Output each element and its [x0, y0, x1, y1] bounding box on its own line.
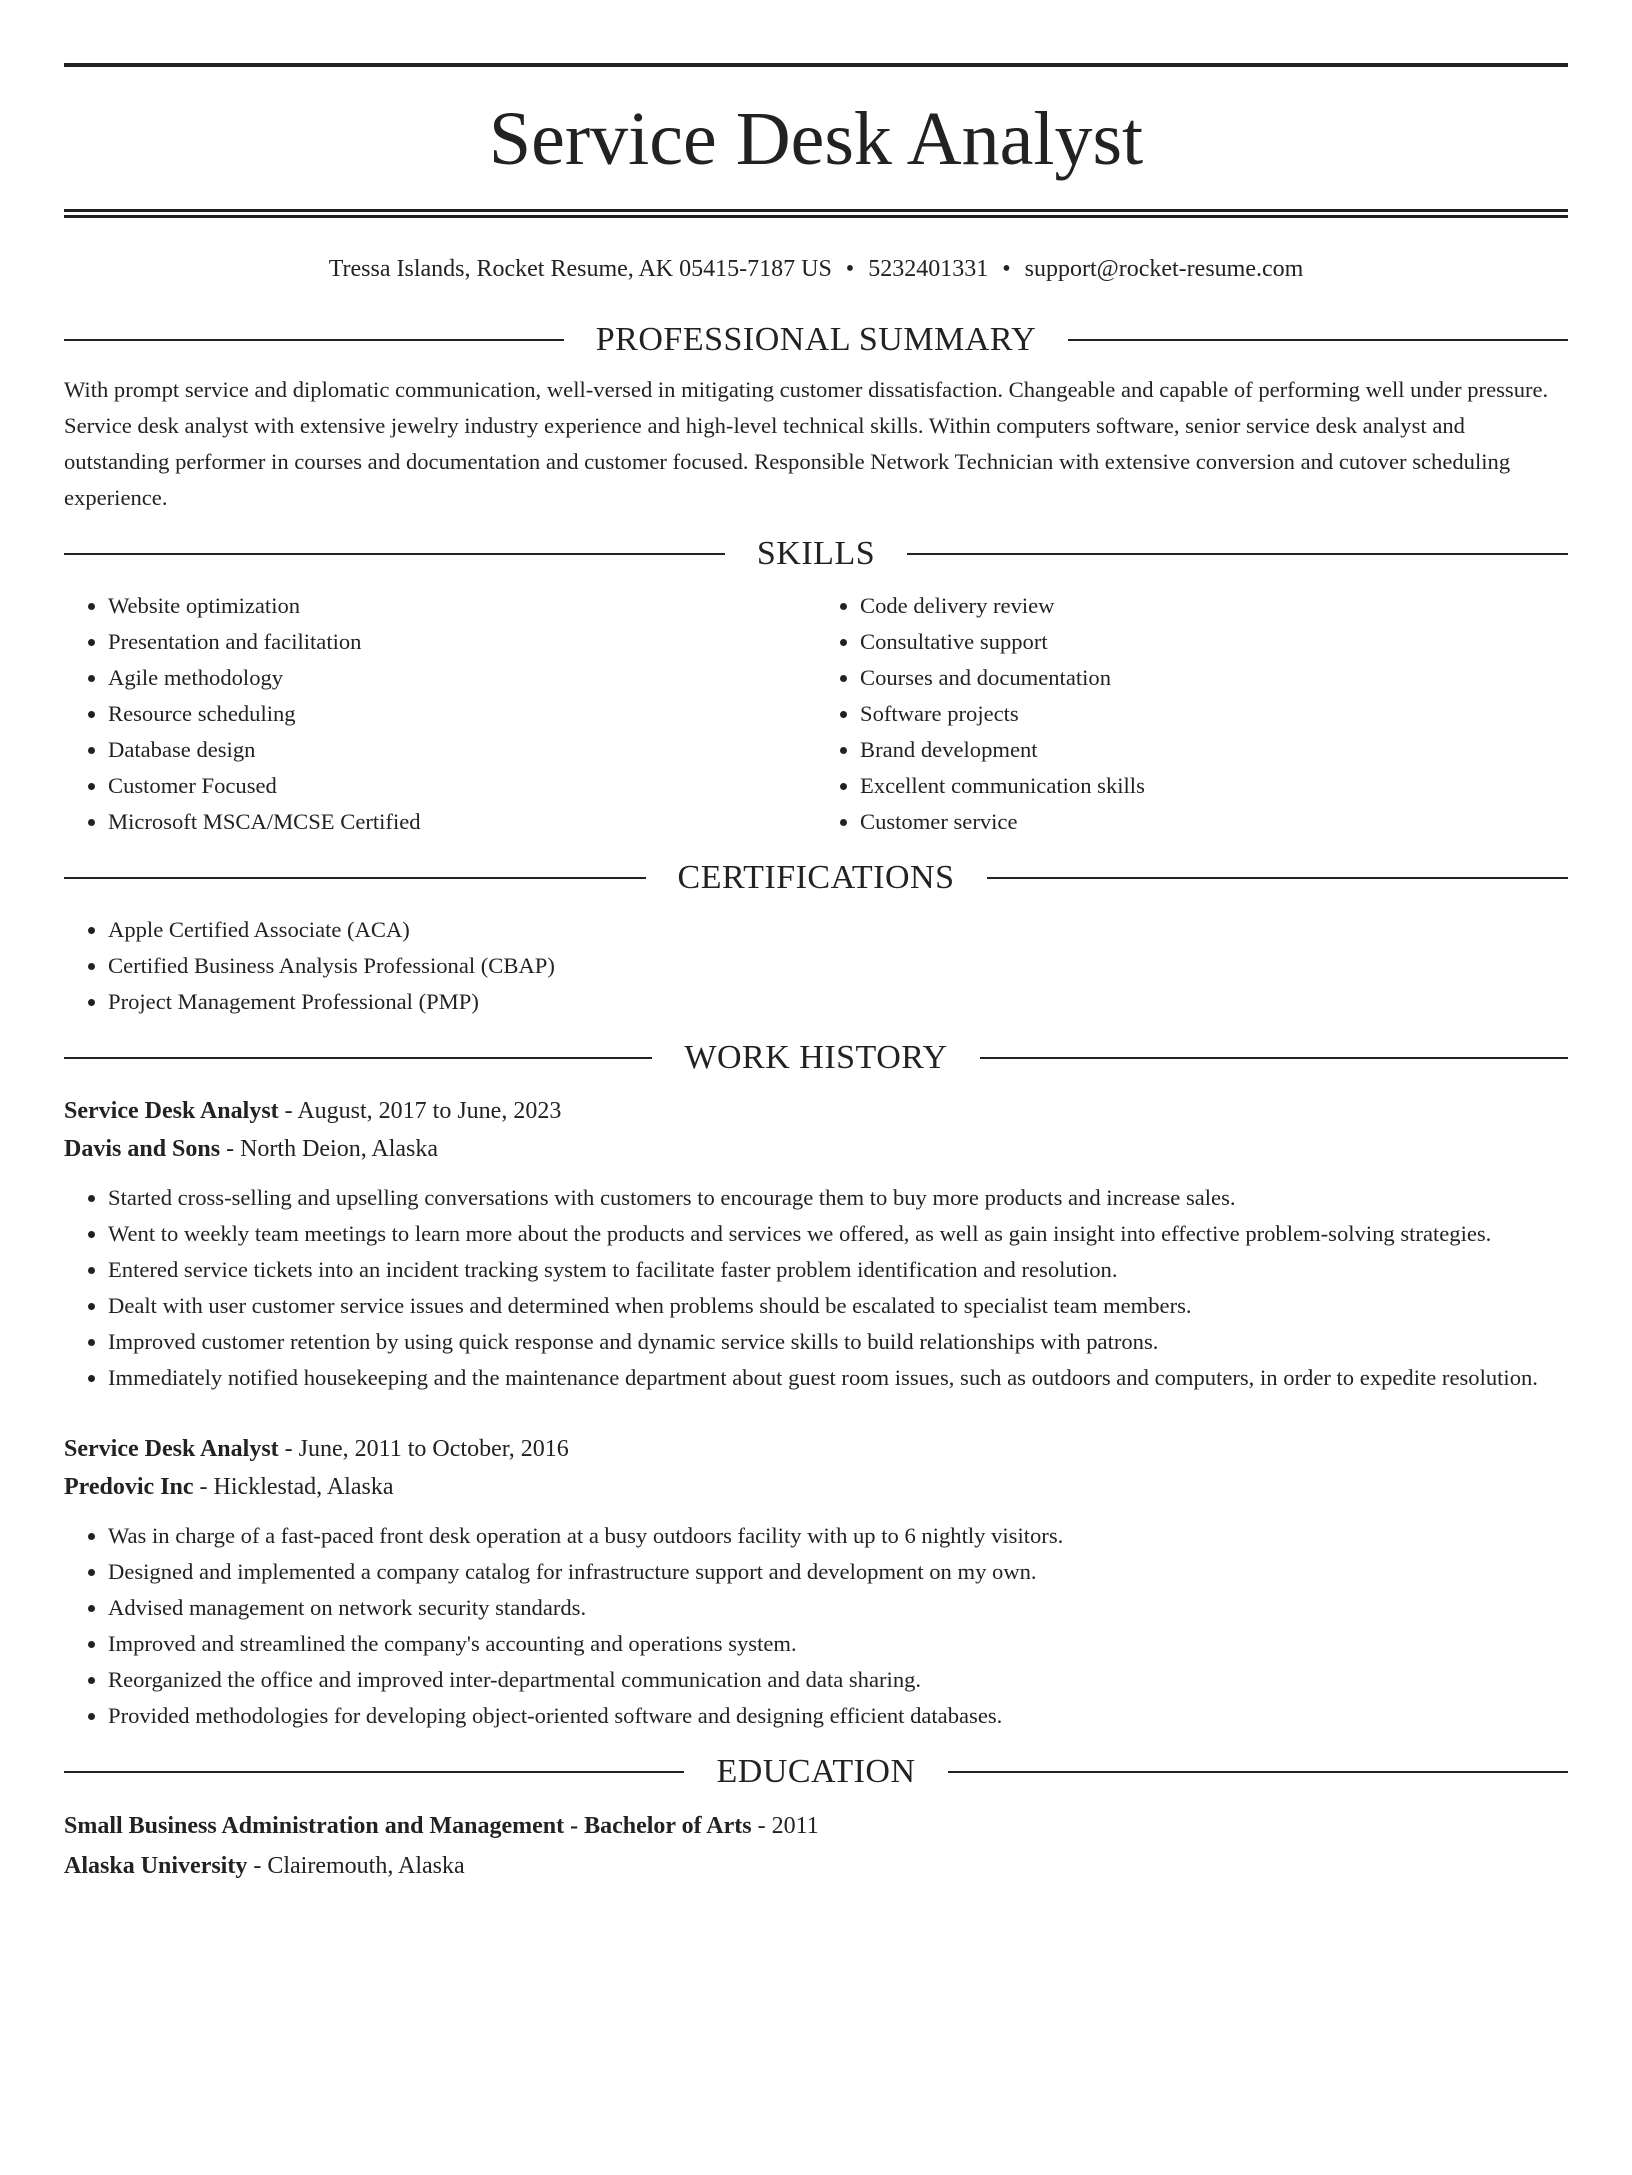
- job-duty-item: • Immediately notified housekeeping and the maintenance department about guest room issues, such as outdoors and computers, in order to expedite resolution.: [108, 1360, 1568, 1396]
- resume-page: [0, 63, 1632, 2175]
- summary-text: With prompt service and diplomatic communication, well-versed in mitigating customer dissatisfaction. Changeable and capable of performing well under pressure. Service desk analyst with extensive jewelry industry experience and high-level technical skills. Within computers software, senior service desk analyst and outstanding performer in courses and documentation and customer focused. Responsible Network Technician with extensive conversion and cutover scheduling experience.: [64, 377, 1549, 510]
- education-year: - 2011: [751, 1813, 819, 1839]
- skill-item: • Resource scheduling: [108, 696, 816, 732]
- section-rule: [64, 1771, 684, 1773]
- section-rule: [948, 1771, 1568, 1773]
- education-school: Alaska University: [64, 1853, 248, 1879]
- job-location: - Hicklestad, Alaska: [193, 1474, 394, 1500]
- job-duty-item: • Reorganized the office and improved inter-departmental communication and data sharing.: [108, 1662, 1568, 1698]
- skill-item: • Microsoft MSCA/MCSE Certified: [108, 804, 816, 840]
- section-header-certifications: [64, 858, 1568, 898]
- education-location: - Clairemouth, Alaska: [247, 1853, 465, 1879]
- certifications-list: [64, 912, 1568, 1020]
- job-duty-item: • Started cross-selling and upselling conversations with customers to encourage them to buy more products and increase sales.: [108, 1180, 1568, 1216]
- skill-item: • Brand development: [860, 732, 1568, 768]
- section-rule: [987, 877, 1569, 879]
- job-duties: [64, 1518, 1568, 1734]
- job-company: Predovic Inc: [64, 1474, 194, 1500]
- job-role: Service Desk Analyst: [64, 1098, 279, 1124]
- job-company: Davis and Sons: [64, 1136, 221, 1162]
- job-title-line: [64, 1092, 1568, 1130]
- section-rule: [907, 553, 1568, 555]
- skill-item: • Presentation and facilitation: [108, 624, 816, 660]
- contact-separator: •: [845, 256, 855, 282]
- job-role: Service Desk Analyst: [64, 1436, 279, 1462]
- skill-item: • Agile methodology: [108, 660, 816, 696]
- skills-list: [64, 588, 1568, 840]
- skill-item: • Consultative support: [860, 624, 1568, 660]
- job-title-line: [64, 1430, 1568, 1468]
- skill-item: • Customer service: [860, 804, 1568, 840]
- skill-item: • Courses and documentation: [860, 660, 1568, 696]
- contact-email: support@rocket-resume.com: [1024, 256, 1304, 282]
- section-title: WORK HISTORY: [684, 1039, 948, 1076]
- header-double-rule: [64, 209, 1568, 218]
- job-duty-item: • Provided methodologies for developing object-oriented software and designing efficient databases.: [108, 1698, 1568, 1734]
- job-entry: [64, 1430, 1568, 1734]
- contact-address: Tressa Islands, Rocket Resume, AK 05415-7187 US: [328, 256, 832, 282]
- job-company-line: [64, 1468, 1568, 1506]
- skill-item: • Website optimization: [108, 588, 816, 624]
- job-dates: - August, 2017 to June, 2023: [278, 1098, 562, 1124]
- section-rule: [64, 339, 564, 341]
- job-company-line: [64, 1130, 1568, 1168]
- section-header-skills: [64, 534, 1568, 574]
- top-rule: [64, 63, 1568, 67]
- certification-item: • Project Management Professional (PMP): [108, 984, 1568, 1020]
- education-degree: Small Business Administration and Management - Bachelor of Arts: [64, 1813, 752, 1839]
- skills-column-left: [64, 588, 816, 840]
- job-duty-item: • Was in charge of a fast-paced front desk operation at a busy outdoors facility with up to 6 nightly visitors.: [108, 1518, 1568, 1554]
- job-location: - North Deion, Alaska: [220, 1136, 439, 1162]
- certification-item: • Certified Business Analysis Professional (CBAP): [108, 948, 1568, 984]
- job-duty-item: • Designed and implemented a company catalog for infrastructure support and development on my own.: [108, 1554, 1568, 1590]
- certification-item: • Apple Certified Associate (ACA): [108, 912, 1568, 948]
- contact-line: [64, 254, 1568, 284]
- education-degree-line: [64, 1806, 1568, 1846]
- section-header-work-history: [64, 1038, 1568, 1078]
- contact-phone: 5232401331: [868, 256, 989, 282]
- job-duty-item: • Improved and streamlined the company's accounting and operations system.: [108, 1626, 1568, 1662]
- section-rule: [64, 877, 646, 879]
- section-rule: [980, 1057, 1568, 1059]
- section-title: CERTIFICATIONS: [677, 859, 955, 896]
- job-entry: [64, 1092, 1568, 1396]
- job-dates: - June, 2011 to October, 2016: [278, 1436, 569, 1462]
- skill-item: • Software projects: [860, 696, 1568, 732]
- section-rule: [64, 1057, 652, 1059]
- skills-column-right: [816, 588, 1568, 840]
- job-duty-item: • Advised management on network security standards.: [108, 1590, 1568, 1626]
- skill-item: • Code delivery review: [860, 588, 1568, 624]
- skill-item: • Customer Focused: [108, 768, 816, 804]
- section-title: PROFESSIONAL SUMMARY: [595, 321, 1037, 358]
- job-duties: [64, 1180, 1568, 1396]
- section-header-education: [64, 1752, 1568, 1792]
- resume-name: Service Desk Analyst: [488, 97, 1144, 181]
- education-school-line: [64, 1846, 1568, 1886]
- education-entry: [64, 1806, 1568, 1886]
- job-duty-item: • Entered service tickets into an incident tracking system to facilitate faster problem identification and resolution.: [108, 1252, 1568, 1288]
- job-duty-item: • Dealt with user customer service issues and determined when problems should be escalated to specialist team members.: [108, 1288, 1568, 1324]
- skill-item: • Database design: [108, 732, 816, 768]
- section-header-summary: [64, 320, 1568, 360]
- section-title: EDUCATION: [716, 1753, 916, 1790]
- section-title: SKILLS: [756, 535, 876, 572]
- job-duty-item: • Improved customer retention by using quick response and dynamic service skills to build relationships with patrons.: [108, 1324, 1568, 1360]
- skill-item: • Excellent communication skills: [860, 768, 1568, 804]
- section-rule: [1068, 339, 1568, 341]
- section-rule: [64, 553, 725, 555]
- contact-separator: •: [1002, 256, 1011, 282]
- job-duty-item: • Went to weekly team meetings to learn more about the products and services we offered, as well as gain insight into effective problem-solving strategies.: [108, 1216, 1568, 1252]
